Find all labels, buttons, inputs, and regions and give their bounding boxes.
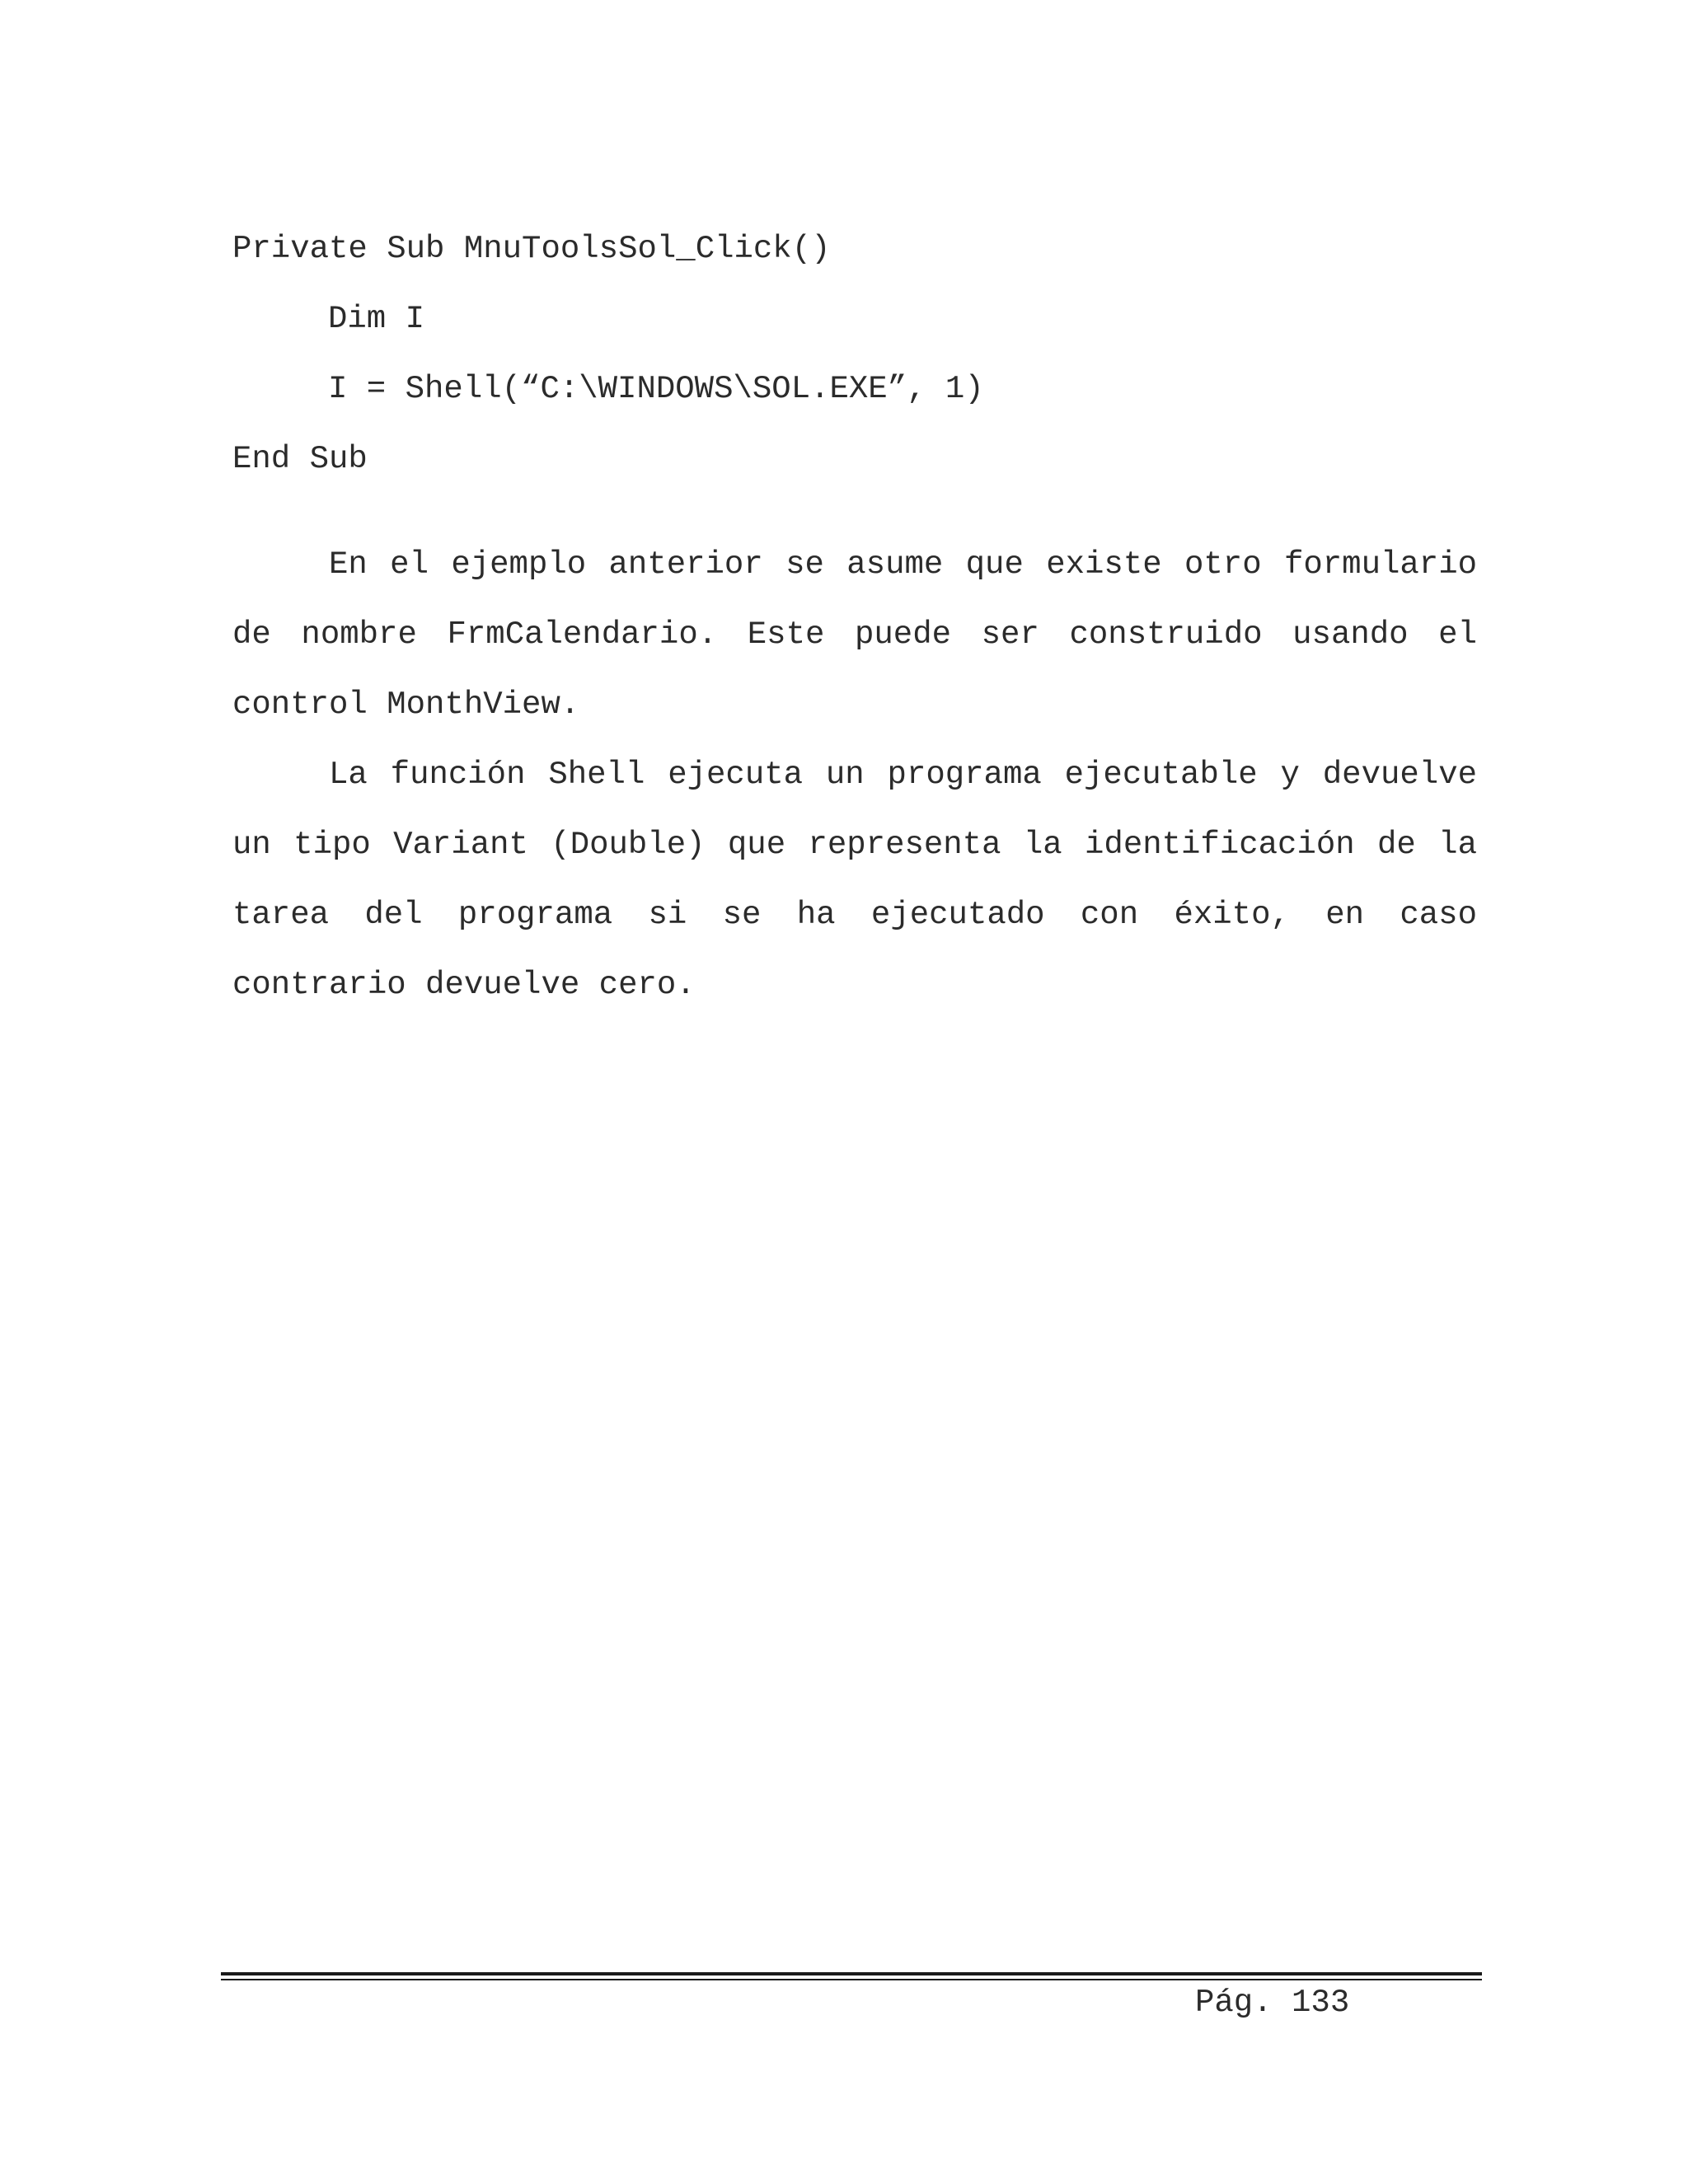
code-line-sub-declaration: Private Sub MnuToolsSol_Click() xyxy=(232,231,831,267)
footer-rule-thin xyxy=(221,1979,1482,1980)
body-paragraph-2: La función Shell ejecuta un programa ejecutable y devuelve un tipo Variant (Double) que representa la identificación de la tarea del programa si se ha ejecutado con éxito, en caso contrario devuelve cero. xyxy=(232,757,1477,1003)
footer-rule-thick xyxy=(221,1972,1482,1975)
body-paragraph-1: En el ejemplo anterior se asume que existe otro formulario de nombre FrmCalendario. Este puede ser construido usando el control MonthView. xyxy=(232,546,1477,723)
page-number: Pág. 133 xyxy=(1195,1985,1350,2021)
code-line-shell-call: I = Shell(“C:\WINDOWS\SOL.EXE”, 1) xyxy=(328,371,984,407)
code-line-end-sub: End Sub xyxy=(232,441,368,477)
code-line-dim: Dim I xyxy=(328,301,425,337)
